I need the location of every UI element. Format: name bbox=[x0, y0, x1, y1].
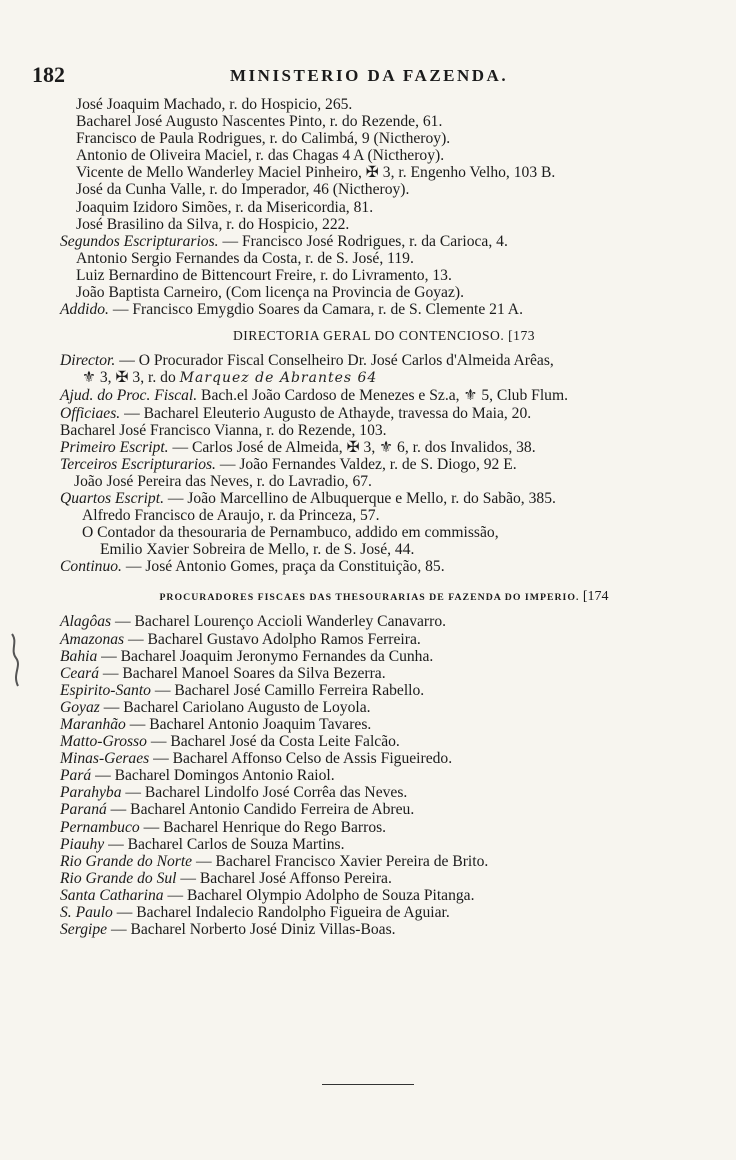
entry-line: Bacharel José Francisco Vianna, r. do Rezende, 103. bbox=[60, 421, 387, 439]
section-title-contencioso: DIRECTORIA GERAL DO CONTENCIOSO. [173 bbox=[232, 328, 536, 344]
entry-line: O Contador da thesouraria de Pernambuco, addido em commissão, bbox=[82, 524, 499, 542]
entry-line: Antonio de Oliveira Maciel, r. das Chagas 4 A (Nictheroy). bbox=[76, 147, 445, 165]
entry-line: Sergipe — Bacharel Norberto José Diniz Villas-Boas. bbox=[60, 921, 396, 939]
running-title: MINISTERIO DA FAZENDA. bbox=[230, 66, 509, 85]
entry-line: Piauhy — Bacharel Carlos de Souza Martins. bbox=[60, 835, 345, 853]
entry-line: Amazonas — Bacharel Gustavo Adolpho Ramos Ferreira. bbox=[60, 630, 421, 648]
entry-line: Emilio Xavier Sobreira de Mello, r. de S. José, 44. bbox=[100, 541, 415, 559]
entry-line: Bahia — Bacharel Joaquim Jeronymo Fernandes da Cunha. bbox=[60, 647, 434, 665]
entry-line: Pernambuco — Bacharel Henrique do Rego Barros. bbox=[60, 818, 387, 836]
page-header bbox=[30, 62, 710, 88]
entry-line: Francisco de Paula Rodrigues, r. do Calimbá, 9 (Nictheroy). bbox=[76, 130, 451, 148]
entry-line: Continuo. — José Antonio Gomes, praça da Constituição, 85. bbox=[60, 558, 445, 576]
entry-line: Minas-Geraes — Bacharel Affonso Celso de Assis Figueiredo. bbox=[60, 750, 453, 768]
entry-line: Alagôas — Bacharel Lourenço Accioli Wanderley Canavarro. bbox=[60, 613, 447, 631]
entry-line: Joaquim Izidoro Simões, r. da Misericordia, 81. bbox=[76, 198, 374, 216]
entry-line: Maranhão — Bacharel Antonio Joaquim Tavares. bbox=[60, 716, 372, 733]
entry-line: Santa Catharina — Bacharel Olympio Adolpho de Souza Pitanga. bbox=[60, 886, 475, 904]
entry-line: José Joaquim Machado, r. do Hospicio, 265. bbox=[76, 96, 353, 113]
entry-line: Ceará — Bacharel Manoel Soares da Silva Bezerra. bbox=[60, 664, 386, 682]
entry-line: Paraná — Bacharel Antonio Candido Ferreira de Abreu. bbox=[60, 801, 415, 819]
entry-line: Bacharel José Augusto Nascentes Pinto, r. do Rezende, 61. bbox=[76, 113, 443, 131]
entry-line: Addido. — Francisco Emygdio Soares da Camara, r. de S. Clemente 21 A. bbox=[60, 301, 523, 319]
entry-line: Quartos Escript. — João Marcellino de Albuquerque e Mello, r. do Sabão, 385. bbox=[60, 489, 556, 507]
section-title-procuradores: PROCURADORES FISCAES DAS THESOURARIAS DE FAZENDA DO IMPERIO. [174 bbox=[159, 589, 609, 605]
entry-line: Vicente de Mello Wanderley Maciel Pinheiro, ✠ 3, r. Engenho Velho, 103 B. bbox=[76, 164, 556, 182]
entry-line: Rio Grande do Sul — Bacharel José Affonso Pereira. bbox=[60, 869, 392, 887]
entry-line: João José Pereira das Neves, r. do Lavradio, 67. bbox=[74, 472, 372, 490]
entry-line: Matto-Grosso — Bacharel José da Costa Leite Falcão. bbox=[60, 733, 400, 751]
entry-line: Parahyba — Bacharel Lindolfo José Corrêa das Neves. bbox=[60, 784, 408, 802]
entry-line: Terceiros Escripturarios. — João Fernandes Valdez, r. de S. Diogo, 92 E. bbox=[60, 455, 517, 473]
entry-line: Espirito-Santo — Bacharel José Camillo Ferreira Rabello. bbox=[60, 681, 425, 699]
entry-line: Rio Grande do Norte — Bacharel Francisco Xavier Pereira de Brito. bbox=[60, 852, 489, 870]
binding-mark bbox=[6, 632, 26, 688]
entry-line: Segundos Escripturarios. — Francisco José Rodrigues, r. da Carioca, 4. bbox=[60, 232, 508, 250]
entry-line: Primeiro Escript. — Carlos José de Almeida, ✠ 3, ⚜ 6, r. dos Invalidos, 38. bbox=[60, 438, 536, 456]
entry-line: S. Paulo — Bacharel Indalecio Randolpho Figueira de Aguiar. bbox=[60, 904, 450, 922]
entry-line: Antonio Sergio Fernandes da Costa, r. de S. José, 119. bbox=[76, 249, 414, 267]
entry-line: José da Cunha Valle, r. do Imperador, 46 (Nictheroy). bbox=[76, 181, 410, 199]
page-number: 182 bbox=[32, 62, 65, 87]
entry-line: Officiaes. — Bacharel Eleuterio Augusto de Athayde, travessa do Maia, 20. bbox=[60, 404, 532, 422]
staff-list-top bbox=[60, 96, 708, 938]
entry-line: Goyaz — Bacharel Cariolano Augusto de Loyola. bbox=[60, 698, 371, 716]
entry-line: João Baptista Carneiro, (Com licença na Provincia de Goyaz). bbox=[76, 284, 464, 302]
entry-line: Ajud. do Proc. Fiscal. Bach.el João Cardoso de Menezes e Sz.a, ⚜ 5, Club Flum. bbox=[60, 387, 568, 405]
entry-line: Director. — O Procurador Fiscal Conselheiro Dr. José Carlos d'Almeida Arêas, bbox=[60, 352, 554, 370]
entry-line: Luiz Bernardino de Bittencourt Freire, r. do Livramento, 13. bbox=[76, 266, 452, 284]
entry-line: ⚜ 3, ✠ 3, r. do Marquez de Abrantes 64 bbox=[82, 369, 378, 387]
entry-line: José Brasilino da Silva, r. do Hospicio, 222. bbox=[76, 215, 350, 233]
entry-line: Alfredo Francisco de Araujo, r. da Princeza, 57. bbox=[82, 507, 380, 525]
entry-line: Pará — Bacharel Domingos Antonio Raiol. bbox=[60, 767, 335, 785]
handwritten-annotation: Marquez de Abrantes 64 bbox=[179, 370, 378, 387]
closing-rule bbox=[322, 1084, 414, 1085]
